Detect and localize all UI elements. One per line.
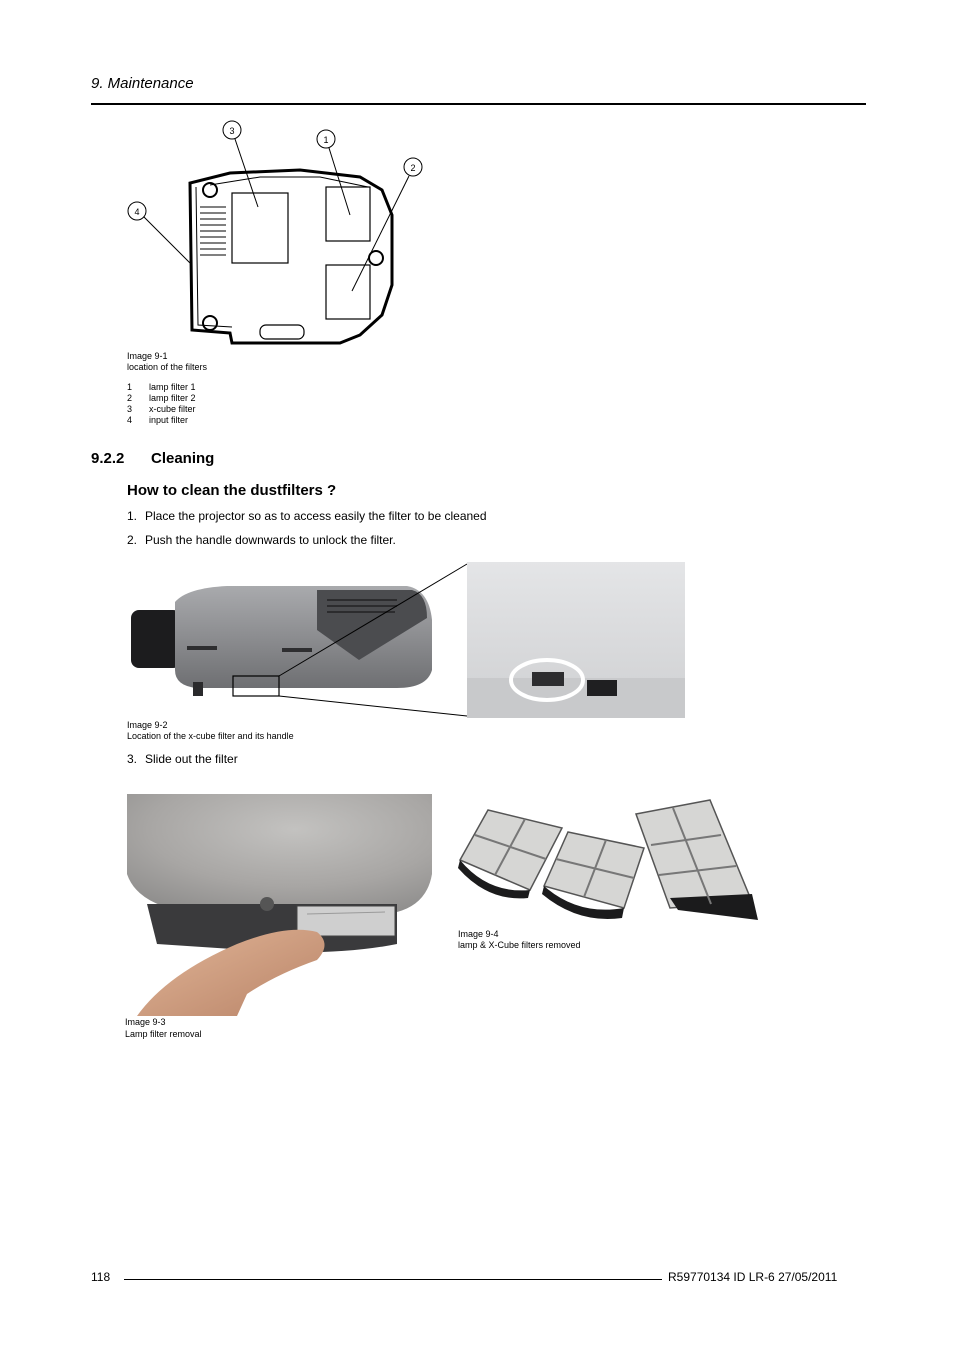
callout-1: 1 (323, 135, 329, 145)
legend-text: lamp filter 1 (149, 382, 196, 392)
page-number: 118 (91, 1270, 111, 1284)
callout-4: 4 (134, 207, 140, 217)
figure3-caption-text: Lamp filter removal (125, 1029, 202, 1039)
procedure-title: How to clean the dustfilters ? (127, 482, 337, 499)
step-text: Place the projector so as to access easily the filter to be cleaned (145, 509, 487, 523)
section-number: 9.2.2 (91, 450, 125, 467)
procedure-step (127, 752, 238, 766)
legend-text: x-cube filter (149, 404, 196, 414)
legend-number: 3 (127, 404, 133, 414)
footer-rule (124, 1279, 662, 1280)
legend-text: input filter (149, 415, 189, 425)
lamp-filter-removal-photo (127, 794, 432, 1016)
legend-number: 1 (127, 382, 133, 392)
legend-number: 4 (127, 415, 133, 425)
section-heading (91, 450, 214, 467)
step-number: 1. (127, 509, 138, 523)
projector-side-photo (127, 560, 687, 720)
callout-2: 2 (410, 163, 416, 173)
figure1-caption-number: Image 9-1 (127, 351, 168, 361)
chapter-title: 9. Maintenance (91, 75, 194, 92)
figure2-caption-number: Image 9-2 (127, 720, 168, 730)
removed-filters-photo (458, 798, 762, 923)
section-title: Cleaning (151, 450, 215, 467)
figure4-caption-number: Image 9-4 (458, 929, 499, 939)
figure2-caption-text: Location of the x-cube filter and its handle (127, 731, 294, 741)
step-number: 3. (127, 752, 138, 766)
procedure-step (127, 509, 487, 523)
callout-3: 3 (229, 126, 235, 136)
document-reference: R59770134 ID LR-6 27/05/2011 (668, 1270, 838, 1284)
figure3-caption-number: Image 9-3 (125, 1017, 166, 1027)
figure4-caption-text: lamp & X-Cube filters removed (458, 940, 581, 950)
legend-number: 2 (127, 393, 133, 403)
step-text: Push the handle downwards to unlock the filter. (145, 533, 396, 547)
step-text: Slide out the filter (145, 752, 238, 766)
header-rule (91, 103, 866, 105)
figure1-caption-text: location of the filters (127, 362, 208, 372)
legend-text: lamp filter 2 (149, 393, 196, 403)
procedure-step (127, 533, 396, 547)
step-number: 2. (127, 533, 138, 547)
filter-location-drawing (120, 115, 440, 350)
